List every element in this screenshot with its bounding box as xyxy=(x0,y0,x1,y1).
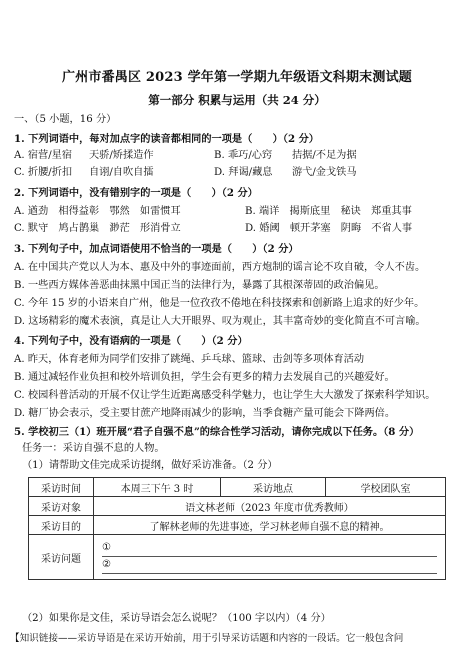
q3-option-d: D. 这场精彩的魔术表演，真是让人大开眼界、叹为观止，其丰富奇妙的变化简直不可言喻。 xyxy=(14,316,426,327)
exam-title: 广州市番禺区 2023 学年第一学期九年级语文科期末测试题 xyxy=(61,70,413,85)
purpose-label: 采访目的 xyxy=(29,516,94,535)
q4-option-b: B. 通过减轻作业负担和校外培训负担，学生会有更多的精力去发展自己的兴趣爱好。 xyxy=(14,372,395,383)
q2-option-c: C. 默守 鸠占鹊巢 渺茫 形消骨立 xyxy=(14,223,181,234)
q4-option-d: D. 糖厂协会表示，受主要甘蔗产地降雨减少的影响，当季食糖产量可能会下降两倍。 xyxy=(14,408,396,419)
place-label: 采访地点 xyxy=(221,478,326,497)
interview-outline-table xyxy=(28,477,446,580)
purpose-value: 了解林老师的先进事迹，学习林老师自强不息的精神。 xyxy=(94,516,446,535)
q4-option-c: C. 校园科普活动的开展不仅让学生近距离感受科学魅力，也让学生大大激发了探索科学知识。 xyxy=(14,390,436,401)
target-value: 语文林老师（2023 年度市优秀教师） xyxy=(94,497,446,516)
question-1-stem: 1. 下列词语中，每对加点字的读音都相同的一项是（ ）（2 分） xyxy=(14,133,319,145)
target-label: 采访对象 xyxy=(29,497,94,516)
table-row xyxy=(29,516,446,535)
question-5-stem: 5. 学校初三（1）班开展“君子自强不息”的综合性学习活动，请你完成以下任务。（8 分） xyxy=(14,426,420,438)
q3-option-a: A. 在中国共产党以人为本、惠及中外的事迹面前，西方炮制的谣言论不攻自破，令人不齿。 xyxy=(14,262,426,273)
q1-option-b-1: B. 乖巧/心窍 xyxy=(214,150,273,161)
q5-subquestion-1: （1）请帮助文佳完成采访提纲，做好采访准备。（2 分） xyxy=(22,460,278,471)
q1-option-c-1: C. 折腰/折扣 xyxy=(14,167,73,178)
answer-marker-1: ① xyxy=(102,542,111,553)
answer-marker-2: ② xyxy=(102,559,111,570)
question-4-stem: 4. 下列句子中，没有语病的一项是（ ）（2 分） xyxy=(14,335,248,347)
knowledge-link-note: 【知识链接——采访导语是在采访开始前，用于引导采访话题和内容的一段话。它一般包含问 xyxy=(10,633,404,644)
question-2-stem: 2. 下列词语中，没有错别字的一项是（ ）（2 分） xyxy=(14,187,258,199)
answer-line-1[interactable] xyxy=(102,540,437,557)
q5-task-1: 任务一：采访自强不息的人物。 xyxy=(22,443,165,454)
q2-option-b: B. 端详 揭斯底里 秘诀 郑重其事 xyxy=(245,206,412,217)
q3-option-c: C. 今年 15 岁的小语来自广州，他是一位孜孜不倦地在科技探索和创新路上追求的好少年。 xyxy=(14,298,425,309)
place-value: 学校团队室 xyxy=(326,478,446,497)
questions-answer-area xyxy=(94,535,446,580)
question-3-stem: 3. 下列句子中，加点词语使用不恰当的一项是（ ）（2 分） xyxy=(14,243,299,255)
section-heading: 一、（5 小题，16 分） xyxy=(14,114,117,125)
q1-option-b-2: 拮据/不足为据 xyxy=(292,150,357,161)
table-row xyxy=(29,478,446,497)
q5-subquestion-2: （2）如果你是文佳，采访导语会怎么说呢？（100 字以内）（4 分） xyxy=(22,613,331,624)
q1-option-a-1: A. 宿营/星宿 xyxy=(14,150,73,161)
q1-option-c-2: 自诩/自吹自擂 xyxy=(89,167,154,178)
q1-option-a-2: 天骄/矫揉造作 xyxy=(89,150,154,161)
time-label: 采访时间 xyxy=(29,478,94,497)
answer-line-2[interactable] xyxy=(102,557,437,574)
table-row xyxy=(29,497,446,516)
q1-option-d-2: 游弋/金戈铁马 xyxy=(292,167,357,178)
q2-option-a: A. 遒劲 相得益彰 鄂然 如雷惯耳 xyxy=(14,206,181,217)
q1-option-d-1: D. 拜谒/藏息 xyxy=(214,167,273,178)
questions-label: 采访问题 xyxy=(29,535,94,580)
q3-option-b: B. 一些西方媒体善恶曲抹黑中国正当的法律行为，暴露了其根深蒂固的政治偏见。 xyxy=(14,280,385,291)
time-value: 本周三下午 3 时 xyxy=(94,478,221,497)
q2-option-d: D. 婚阈 顿开茅塞 阴晦 不省人事 xyxy=(245,223,413,234)
table-row xyxy=(29,535,446,580)
part-title: 第一部分 积累与运用（共 24 分） xyxy=(148,93,326,107)
q4-option-a: A. 昨天，体育老师为同学们安排了跳绳、乒乓球、篮球、击剑等多项体育活动 xyxy=(14,354,365,365)
